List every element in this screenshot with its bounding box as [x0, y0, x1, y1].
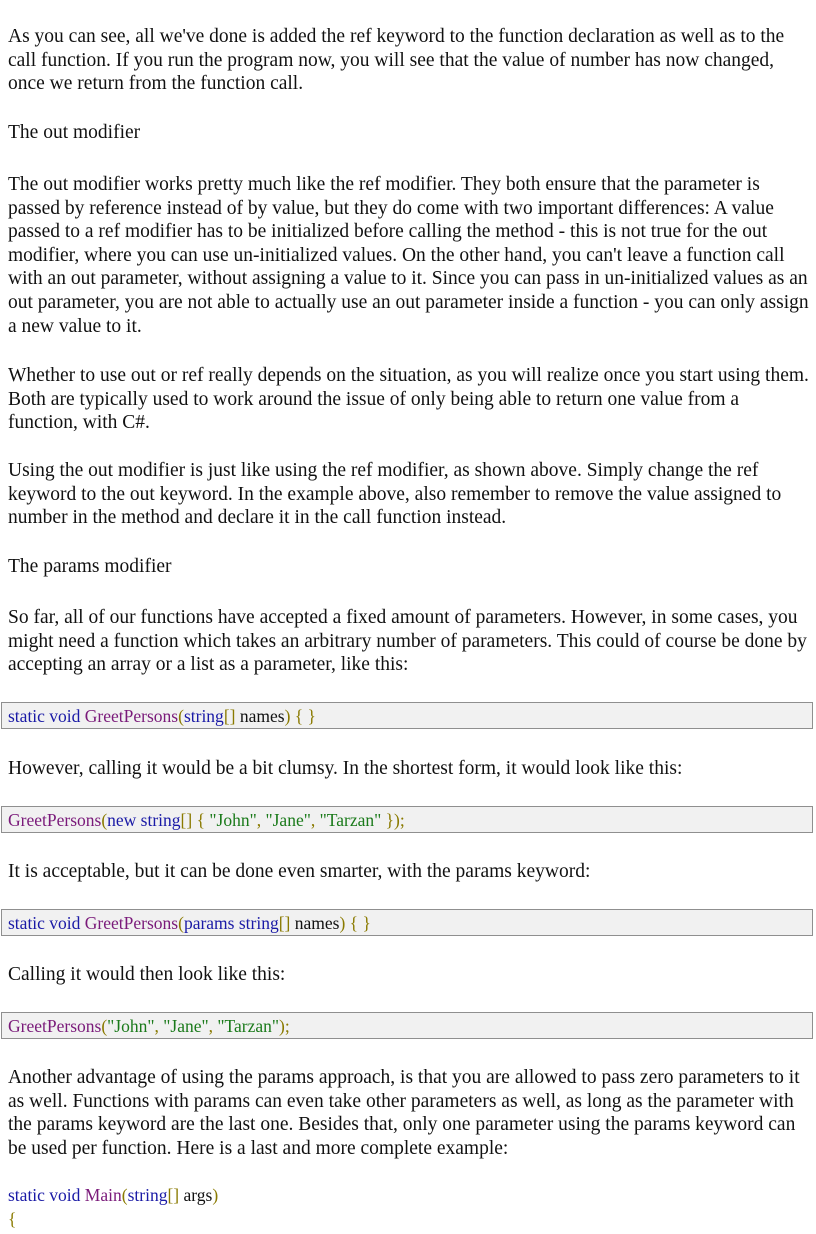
- paragraph-clumsy-call: However, calling it would be a bit clumsy. In the shortest form, it would look like this:: [8, 758, 683, 779]
- code-punctuation: [] {: [180, 810, 210, 830]
- code-keyword: static void: [8, 913, 85, 933]
- code-string: "John": [107, 1016, 155, 1036]
- code-identifier: names: [290, 913, 340, 933]
- code-string: "Tarzan": [319, 810, 382, 830]
- code-block-array-call: [1, 806, 813, 833]
- code-block-params-call: [1, 1012, 813, 1039]
- code-punctuation: ) { }: [339, 913, 371, 933]
- code-string: "John": [209, 810, 257, 830]
- code-punctuation: (: [178, 706, 184, 726]
- code-method-name: GreetPersons: [8, 810, 102, 830]
- code-punctuation: (: [178, 913, 184, 933]
- code-keyword: new string: [107, 810, 181, 830]
- code-keyword: params string: [183, 913, 279, 933]
- code-punctuation: (: [101, 1016, 108, 1036]
- code-punctuation: []: [278, 913, 291, 933]
- paragraph-params-smarter: It is acceptable, but it can be done even smarter, with the params keyword:: [8, 861, 591, 882]
- code-punctuation: (: [121, 1185, 128, 1205]
- code-line-main-signature: [8, 1182, 218, 1208]
- heading-out-modifier: The out modifier: [8, 122, 141, 143]
- code-line-open-brace: [8, 1206, 16, 1232]
- code-method-name: GreetPersons: [84, 913, 179, 933]
- code-method-name: Main: [84, 1185, 122, 1205]
- code-string: "Jane": [163, 1016, 209, 1036]
- paragraph-params-intro: So far, all of our functions have accepted a fixed amount of parameters. However, in some cases, you might need a function which takes an arbitrary number of parameters. This could of course be done by accepting an array or a list as a parameter, like this:: [8, 607, 807, 676]
- code-keyword: string: [127, 1185, 168, 1205]
- code-punctuation: ): [212, 1185, 219, 1205]
- code-block-params-declaration: [1, 909, 813, 936]
- code-identifier: names: [235, 706, 285, 726]
- code-punctuation: (: [101, 810, 108, 830]
- code-punctuation: []: [167, 1185, 180, 1205]
- code-method-name: GreetPersons: [84, 706, 179, 726]
- paragraph-params-advantage: Another advantage of using the params approach, is that you are allowed to pass zero parameters to it as well. Functions with params can even take other parameters as well, as long as the parameter with the params keyword are the last one. Besides that, only one parameter using the params keyword can be used per function. Here is a last and more complete example:: [8, 1067, 800, 1159]
- heading-params-modifier: The params modifier: [8, 556, 172, 577]
- code-punctuation: ) { }: [284, 706, 316, 726]
- paragraph-calling-it: Calling it would then look like this:: [8, 964, 286, 985]
- code-method-name: GreetPersons: [8, 1016, 102, 1036]
- paragraph-out-or-ref: Whether to use out or ref really depends on the situation, as you will realize once you start using them. Both are typically used to work around the issue of only being able to return one value from a function, with C#.: [8, 365, 809, 434]
- code-punctuation: {: [8, 1209, 17, 1229]
- code-keyword: static void: [8, 706, 85, 726]
- code-identifier: args: [179, 1185, 213, 1205]
- paragraph-using-out: Using the out modifier is just like using the ref modifier, as shown above. Simply change the ref keyword to the out keyword. In the example above, also remember to remove the value assigned to number in the method and declare it in the call function instead.: [8, 460, 782, 529]
- code-punctuation: []: [223, 706, 236, 726]
- code-keyword: static void: [8, 1185, 85, 1205]
- code-block-array-parameter: [1, 702, 813, 729]
- code-punctuation: );: [279, 1016, 290, 1036]
- code-punctuation: ,: [310, 810, 320, 830]
- code-punctuation: ,: [256, 810, 266, 830]
- code-string: "Tarzan": [217, 1016, 280, 1036]
- code-punctuation: ,: [208, 1016, 218, 1036]
- code-punctuation: });: [381, 810, 405, 830]
- code-string: "Jane": [265, 810, 311, 830]
- paragraph-out-explained: The out modifier works pretty much like the ref modifier. They both ensure that the parameter is passed by reference instead of by value, but they do come with two important differences: A value passed to a ref modifier has to be initialized before calling the method - this is not true for the out modifier, where you can use un-initialized values. On the other hand, you can't leave a function call with an out parameter, without assigning a value to it. Since you can pass in un-initialized values as an out parameter, you are not able to actually use an out parameter inside a function - you can only assign a new value to it.: [8, 174, 809, 337]
- code-keyword: string: [183, 706, 224, 726]
- code-punctuation: ,: [154, 1016, 164, 1036]
- paragraph-ref-summary: As you can see, all we've done is added the ref keyword to the function declaration as well as to the call function. If you run the program now, you will see that the value of number has now changed, once we return from the function call.: [8, 26, 785, 95]
